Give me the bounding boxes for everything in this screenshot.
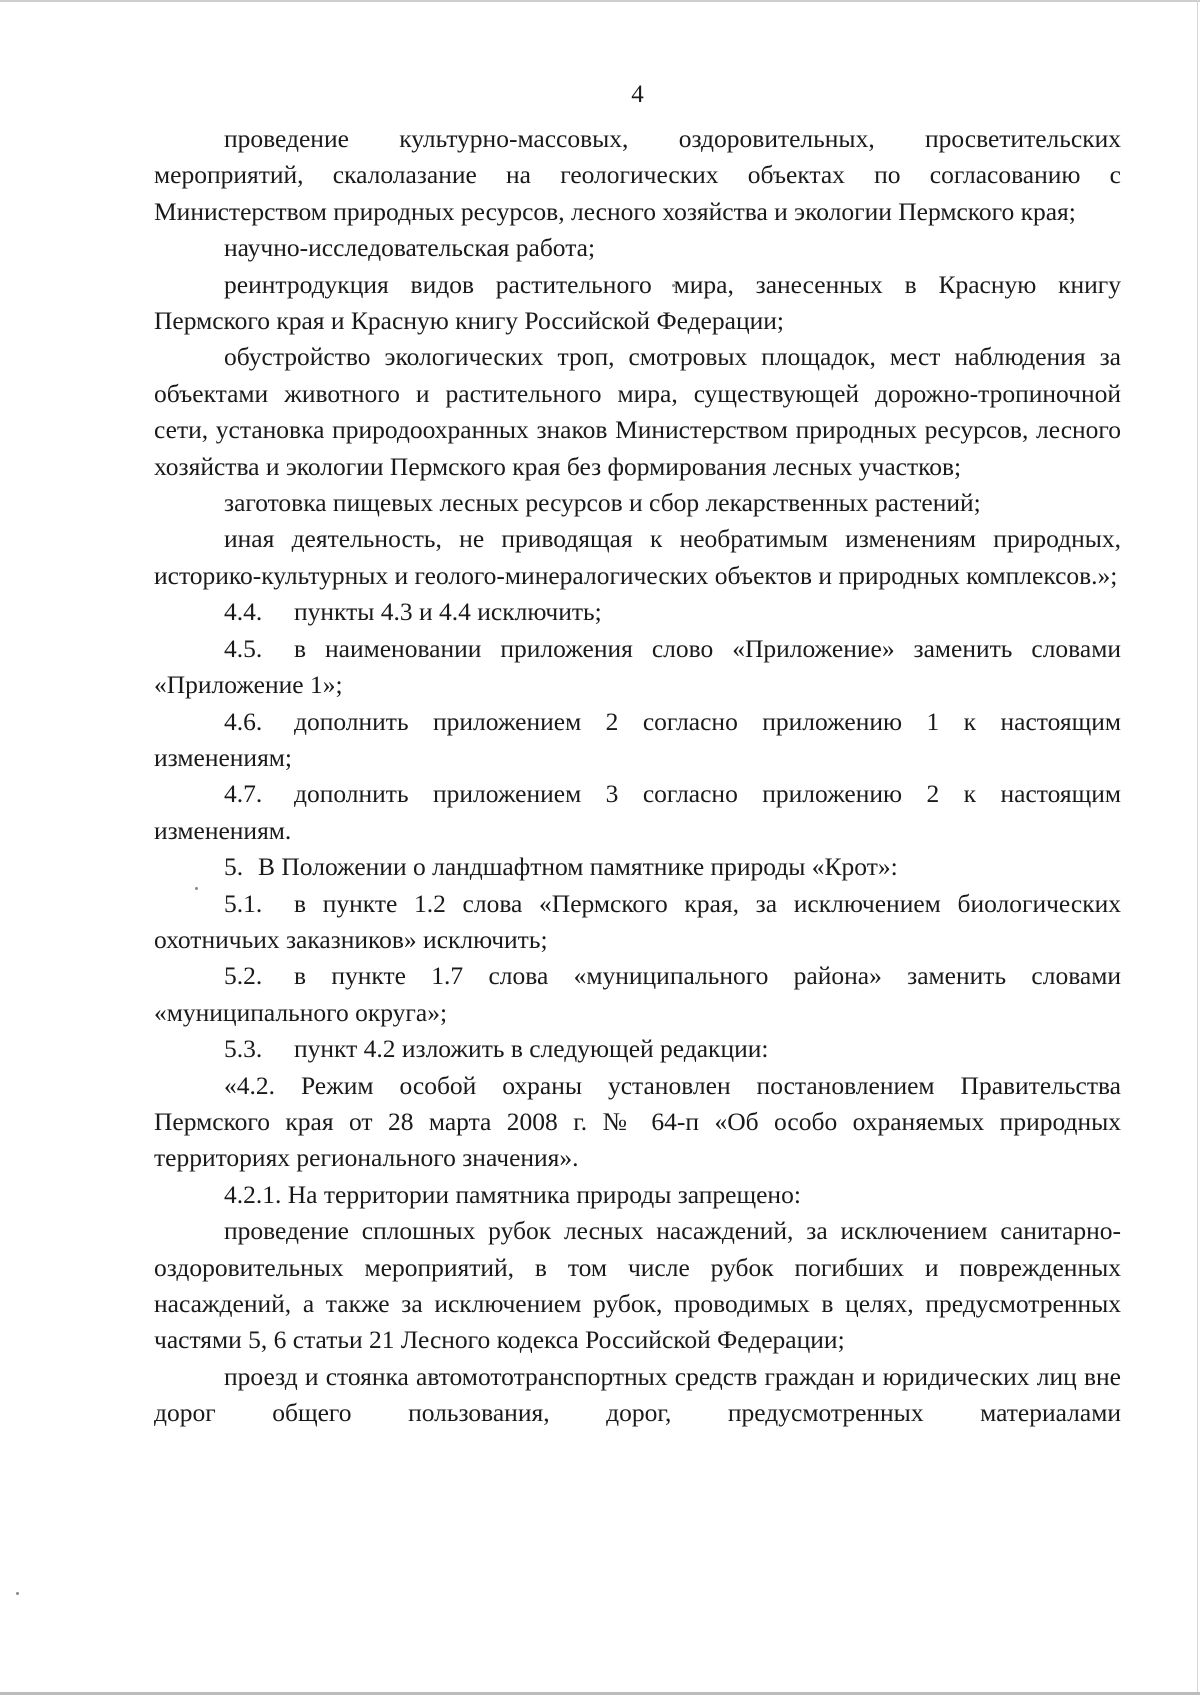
- list-item: [154, 776, 1121, 849]
- list-item: [154, 631, 1121, 704]
- paragraph: иная деятельность, не приводящая к необратимым изменениям природных, историко-культурных и геолого-минералогических объектов и природных комплексов.»;: [154, 524, 1121, 590]
- list-item: [154, 1031, 1121, 1067]
- paragraph: научно-исследовательская работа;: [224, 233, 596, 263]
- list-item: [154, 886, 1121, 959]
- scan-edge-right: [1197, 0, 1198, 1695]
- item-number: 4.7.: [224, 779, 263, 809]
- paragraph: обустройство экологических троп, смотровых площадок, мест наблюдения за объектами животного и растительного мира, существующей дорожно-тропиночной сети, установка природоохранных знаков Министерством природных ресурсов, лесного хозяйства и экологии Пермского края без формирования лесных участков;: [154, 342, 1121, 481]
- section-text: В Положении о ландшафтном памятнике природы «Крот»:: [258, 852, 898, 882]
- document-body: [154, 121, 1121, 1432]
- item-text: дополнить приложением 2 согласно приложению 1 к настоящим изменениям;: [154, 706, 1121, 772]
- scan-speck: [16, 1592, 19, 1595]
- item-text: в наименовании приложения слово «Приложение» заменить словами «Приложение 1»;: [154, 633, 1121, 700]
- item-number: 4.6.: [224, 706, 263, 736]
- paragraph: заготовка пищевых лесных ресурсов и сбор лекарственных растений;: [224, 488, 981, 518]
- list-item: [154, 594, 1121, 630]
- item-text: дополнить приложением 3 согласно приложению 2 к настоящим изменениям.: [154, 779, 1121, 845]
- item-number: 5.1.: [224, 888, 263, 918]
- item-number: 4.5.: [224, 633, 263, 663]
- paragraph: 4.2.1. На территории памятника природы запрещено:: [224, 1179, 801, 1209]
- paragraph: проезд и стоянка автомототранспортных средств граждан и юридических лиц вне дорог общего пользования, дорог, предусмотренных материалами: [154, 1361, 1121, 1428]
- section-heading: [154, 849, 1121, 885]
- list-item: [154, 704, 1121, 777]
- section-number: 5.: [224, 852, 244, 882]
- item-number: 5.2.: [224, 961, 263, 991]
- paragraph: «4.2. Режим особой охраны установлен постановлением Правительства Пермского края от 28 марта 2008 г. № 64-п «Об особо охраняемых природных территориях регионального значения».: [154, 1070, 1121, 1173]
- paragraph: реинтродукция видов растительного мира, занесенных в Красную книгу Пермского края и Красную книгу Российской Федерации;: [154, 269, 1121, 336]
- item-text: в пункте 1.7 слова «муниципального района» заменить словами «муниципального округа»;: [154, 961, 1121, 1027]
- scan-edge-top: [0, 0, 1200, 2]
- page-number: 4: [631, 81, 644, 108]
- paragraph: проведение сплошных рубок лесных насаждений, за исключением санитарно-оздоровительных мероприятий, в том числе рубок погибших и поврежденных насаждений, а также за исключением рубок, проводимых в целях, предусмотренных частями 5, 6 статьи 21 Лесного кодекса Российской Федерации;: [154, 1216, 1121, 1355]
- item-text: в пункте 1.2 слова «Пермского края, за исключением биологических охотничьих заказников» исключить;: [154, 888, 1121, 954]
- paragraph: проведение культурно-массовых, оздоровительных, просветительских мероприятий, скалолазание на геологических объектах по согласованию с Министерством природных ресурсов, лесного хозяйства и экологии Пермского края;: [154, 124, 1121, 226]
- item-number: 5.3.: [224, 1034, 263, 1064]
- item-text: пункты 4.3 и 4.4 исключить;: [294, 597, 602, 627]
- item-number: 4.4.: [224, 597, 263, 627]
- list-item: [154, 958, 1121, 1031]
- item-text: пункт 4.2 изложить в следующей редакции:: [294, 1034, 769, 1064]
